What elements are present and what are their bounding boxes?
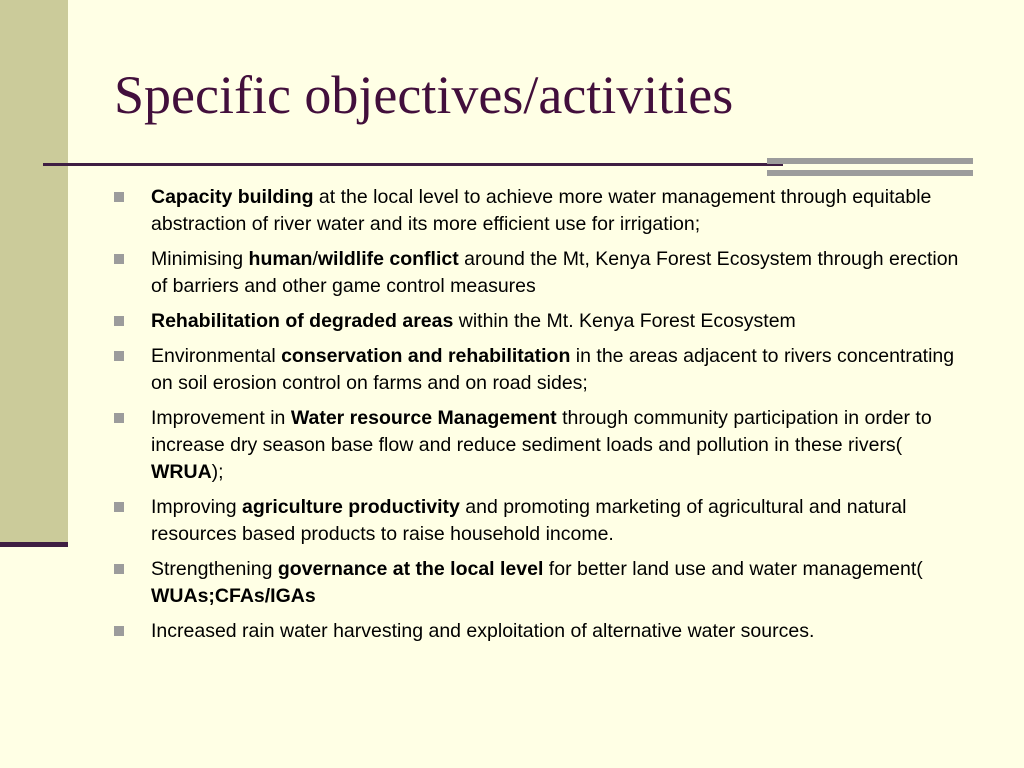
- objective-emphasis: agriculture productivity: [242, 496, 460, 518]
- objective-emphasis: wildlife conflict: [317, 248, 459, 270]
- objective-text-run: Increased rain water harvesting and exploitation of alternative water sources.: [151, 620, 815, 642]
- objective-text-run: Environmental: [151, 345, 282, 367]
- objective-item: [110, 405, 975, 486]
- objective-text-run: at the local level to achieve more water management through equitable abstraction of river water and its more efficient use for irrigation;: [151, 186, 932, 235]
- objective-text-run: Improving: [151, 496, 243, 518]
- objective-text-run: in the areas adjacent to rivers concentrating on soil erosion control on farms and on road sides;: [151, 345, 955, 394]
- objective-text: [151, 310, 796, 332]
- square-bullet-icon: [114, 626, 124, 636]
- objective-text-run: around the Mt, Kenya Forest Ecosystem through erection of barriers and other game control measures: [151, 248, 959, 297]
- objective-text-run: for better land use and water management(: [543, 558, 923, 580]
- objective-emphasis: governance at the local level: [277, 558, 544, 580]
- accent-bar-bottom: [767, 170, 973, 176]
- objective-text-run: through community participation in order to increase dry season base flow and reduce sediment loads and pollution in these rivers(: [151, 407, 932, 456]
- objective-text-run: and promoting marketing of agricultural and natural resources based products to raise household income.: [151, 496, 907, 545]
- objective-item: [110, 308, 975, 335]
- left-decorative-band: [0, 0, 68, 544]
- objective-text-run: /: [312, 248, 318, 270]
- slide-title: Specific objectives/activities: [114, 65, 734, 125]
- objective-item: [110, 556, 975, 610]
- objective-emphasis: Capacity building: [151, 186, 314, 208]
- square-bullet-icon: [114, 502, 124, 512]
- objective-emphasis: Rehabilitation of degraded areas: [151, 310, 454, 332]
- objective-item: [110, 618, 975, 645]
- objective-text: [151, 620, 814, 642]
- objective-text: [151, 345, 954, 394]
- square-bullet-icon: [114, 316, 124, 326]
- objective-text: [151, 407, 932, 483]
- objective-text: [151, 496, 906, 545]
- objectives-list: [110, 184, 975, 653]
- square-bullet-icon: [114, 351, 124, 361]
- objective-item: [110, 494, 975, 548]
- square-bullet-icon: [114, 564, 124, 574]
- objective-item: [110, 246, 975, 300]
- objective-item: [110, 184, 975, 238]
- left-band-rule: [0, 542, 68, 547]
- objective-text: [151, 186, 931, 235]
- square-bullet-icon: [114, 254, 124, 264]
- objective-text-run: Improvement in: [151, 407, 291, 429]
- objective-text: [151, 558, 923, 607]
- objective-text-run: );: [211, 461, 224, 483]
- square-bullet-icon: [114, 413, 124, 423]
- objective-text-run: Strengthening: [151, 558, 278, 580]
- objective-text-run: Minimising: [151, 248, 249, 270]
- objective-text-run: within the Mt. Kenya Forest Ecosystem: [453, 310, 796, 332]
- accent-bar-top: [767, 158, 973, 164]
- objective-emphasis: WRUA: [151, 461, 212, 483]
- objective-text: [151, 248, 958, 297]
- objective-item: [110, 343, 975, 397]
- square-bullet-icon: [114, 192, 124, 202]
- objective-emphasis: WUAs;CFAs/IGAs: [151, 585, 316, 607]
- objective-emphasis: conservation and rehabilitation: [281, 345, 571, 367]
- objective-emphasis: human: [248, 248, 313, 270]
- objective-emphasis: Water resource Management: [290, 407, 557, 429]
- title-underline-rule: [43, 163, 783, 166]
